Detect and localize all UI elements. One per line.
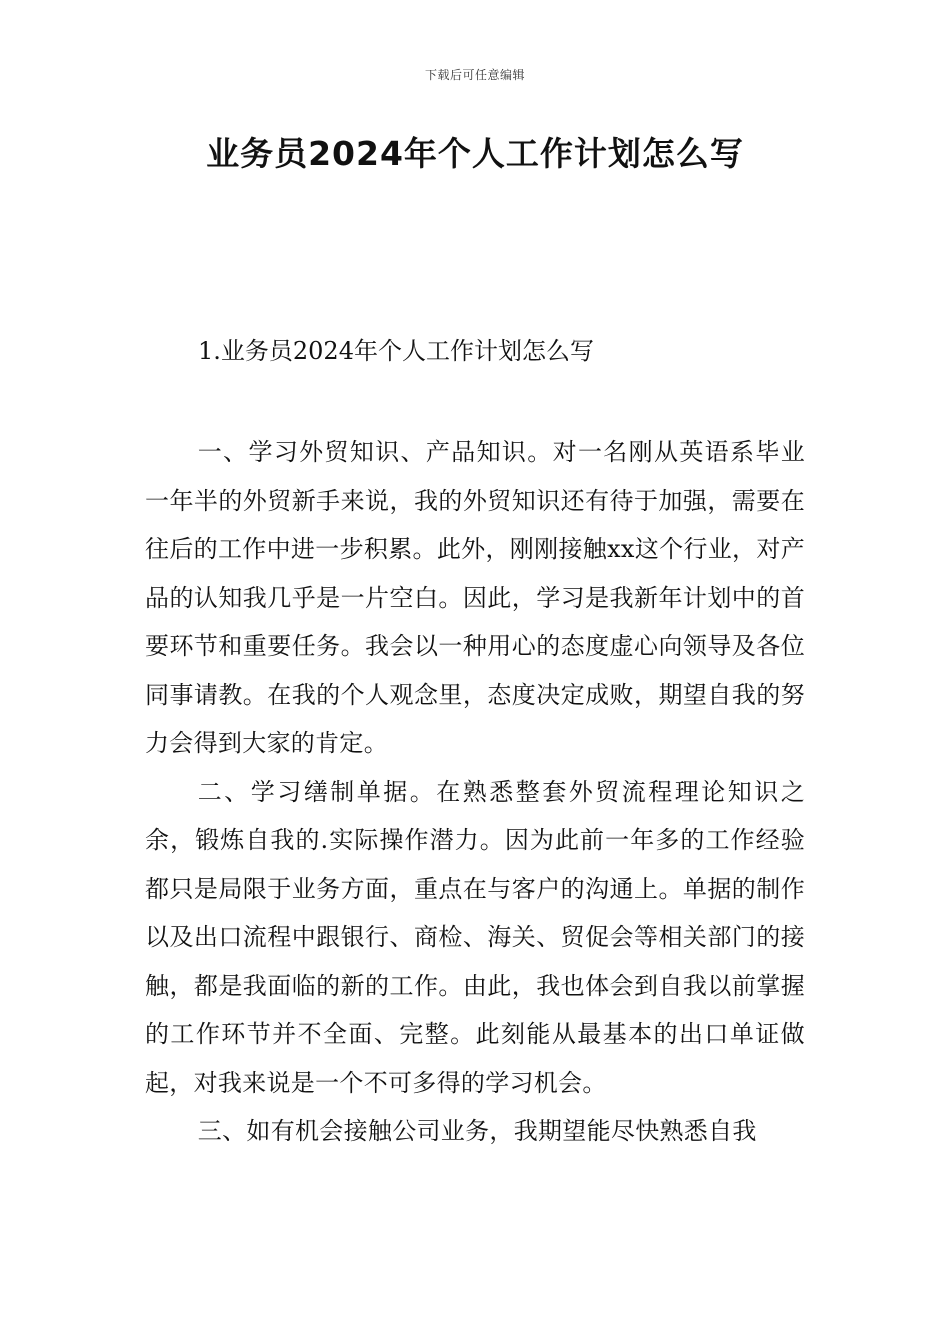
section-heading: 1.业务员2024年个人工作计划怎么写 bbox=[198, 337, 594, 365]
body-text bbox=[145, 428, 805, 1156]
paragraph-1: 一、学习外贸知识、产品知识。对一名刚从英语系毕业一年半的外贸新手来说，我的外贸知识还有待于加强，需要在往后的工作中进一步积累。此外，刚刚接触xx这个行业，对产品的认知我几乎是一片空白。因此，学习是我新年计划中的首要环节和重要任务。我会以一种用心的态度虚心向领导及各位同事请教。在我的个人观念里，态度决定成败，期望自我的努力会得到大家的肯定。 bbox=[145, 438, 805, 757]
header-note: 下载后可任意编辑 bbox=[424, 68, 525, 82]
paragraph-2: 二、学习缮制单据。在熟悉整套外贸流程理论知识之余，锻炼自我的.实际操作潜力。因为此前一年多的工作经验都只是局限于业务方面，重点在与客户的沟通上。单据的制作以及出口流程中跟银行、商检、海关、贸促会等相关部门的接触，都是我面临的新的工作。由此，我也体会到自我以前掌握的工作环节并不全面、完整。此刻能从最基本的出口单证做起，对我来说是一个不可多得的学习机会。 bbox=[145, 777, 805, 1097]
document-title: 业务员2024年个人工作计划怎么写 bbox=[206, 134, 744, 173]
paragraph-3: 三、如有机会接触公司业务，我期望能尽快熟悉自我 bbox=[197, 1117, 757, 1145]
